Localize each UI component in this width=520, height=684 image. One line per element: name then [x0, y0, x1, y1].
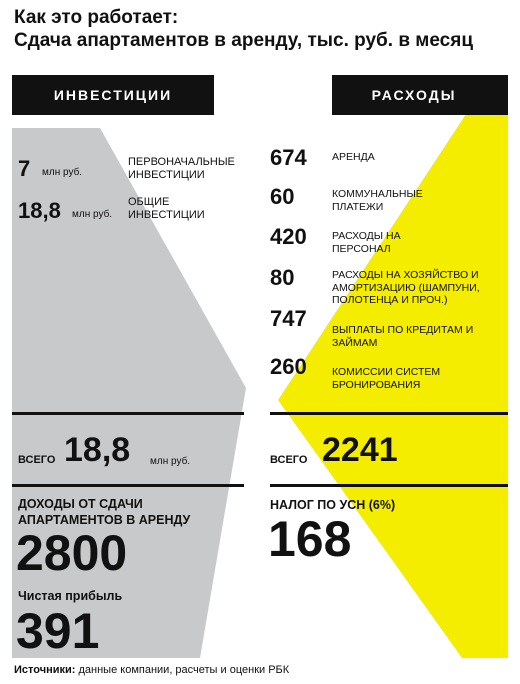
expense-label: КОММУНАЛЬНЫЕ ПЛАТЕЖИ: [332, 188, 423, 213]
expenses-total-value: 2241: [322, 431, 398, 469]
investment-label: ОБЩИЕ ИНВЕСТИЦИИ: [128, 196, 205, 221]
expense-label: КОМИССИИ СИСТЕМ БРОНИРОВАНИЯ: [332, 366, 441, 391]
income-label-line-2: АПАРТАМЕНТОВ В АРЕНДУ: [18, 513, 191, 527]
income-value: 2800: [16, 525, 128, 581]
expense-label: РАСХОДЫ НА ПЕРСОНАЛ: [332, 230, 401, 255]
expense-label: ВЫПЛАТЫ ПО КРЕДИТАМ И ЗАЙМАМ: [332, 324, 474, 349]
profit-value: 391: [16, 603, 100, 659]
source-note: [14, 664, 289, 676]
investments-total-unit: млн руб.: [150, 456, 191, 467]
expense-value: 674: [270, 145, 307, 170]
source-text: данные компании, расчеты и оценки РБК: [75, 664, 290, 676]
investments-divider: [12, 484, 244, 487]
title-line-1: Как это работает:: [14, 7, 179, 28]
investment-unit: млн руб.: [72, 209, 113, 220]
tax-value: 168: [268, 511, 352, 567]
investments-total-value: 18,8: [64, 431, 131, 469]
expenses-total-label: ВСЕГО: [270, 454, 308, 466]
investments-total-label: ВСЕГО: [18, 454, 56, 466]
investment-value: 7: [18, 156, 31, 181]
expenses-divider: [270, 412, 508, 415]
title-line-2: Сдача апартаментов в аренду, тыс. руб. в месяц: [14, 30, 474, 51]
header-bar-gap: [214, 75, 332, 115]
income-label: [18, 496, 190, 528]
expense-value: 260: [270, 354, 307, 379]
investment-value: 18,8: [18, 198, 61, 223]
expense-value: 420: [270, 224, 307, 249]
investment-unit: млн руб.: [42, 167, 83, 178]
expense-label: АРЕНДА: [332, 151, 375, 163]
source-label: Источники:: [14, 664, 76, 676]
expense-value: 747: [270, 306, 307, 331]
investments-divider: [12, 412, 244, 415]
investment-label: ПЕРВОНАЧАЛЬНЫЕ ИНВЕСТИЦИИ: [128, 156, 235, 181]
expense-value: 80: [270, 265, 295, 290]
investments-header: ИНВЕСТИЦИИ: [53, 87, 173, 103]
profit-label: Чистая прибыль: [18, 589, 123, 603]
expense-value: 60: [270, 184, 295, 209]
tax-label: НАЛОГ ПО УСН (6%): [270, 498, 396, 512]
income-label-line-1: ДОХОДЫ ОТ СДАЧИ: [18, 497, 143, 511]
expenses-header: РАСХОДЫ: [371, 87, 457, 103]
expense-label: РАСХОДЫ НА ХОЗЯЙСТВО И АМОРТИЗАЦИЮ (ШАМПУНИ, ПОЛОТЕНЦА И ПРОЧ.): [332, 269, 480, 306]
expenses-divider: [270, 484, 508, 487]
